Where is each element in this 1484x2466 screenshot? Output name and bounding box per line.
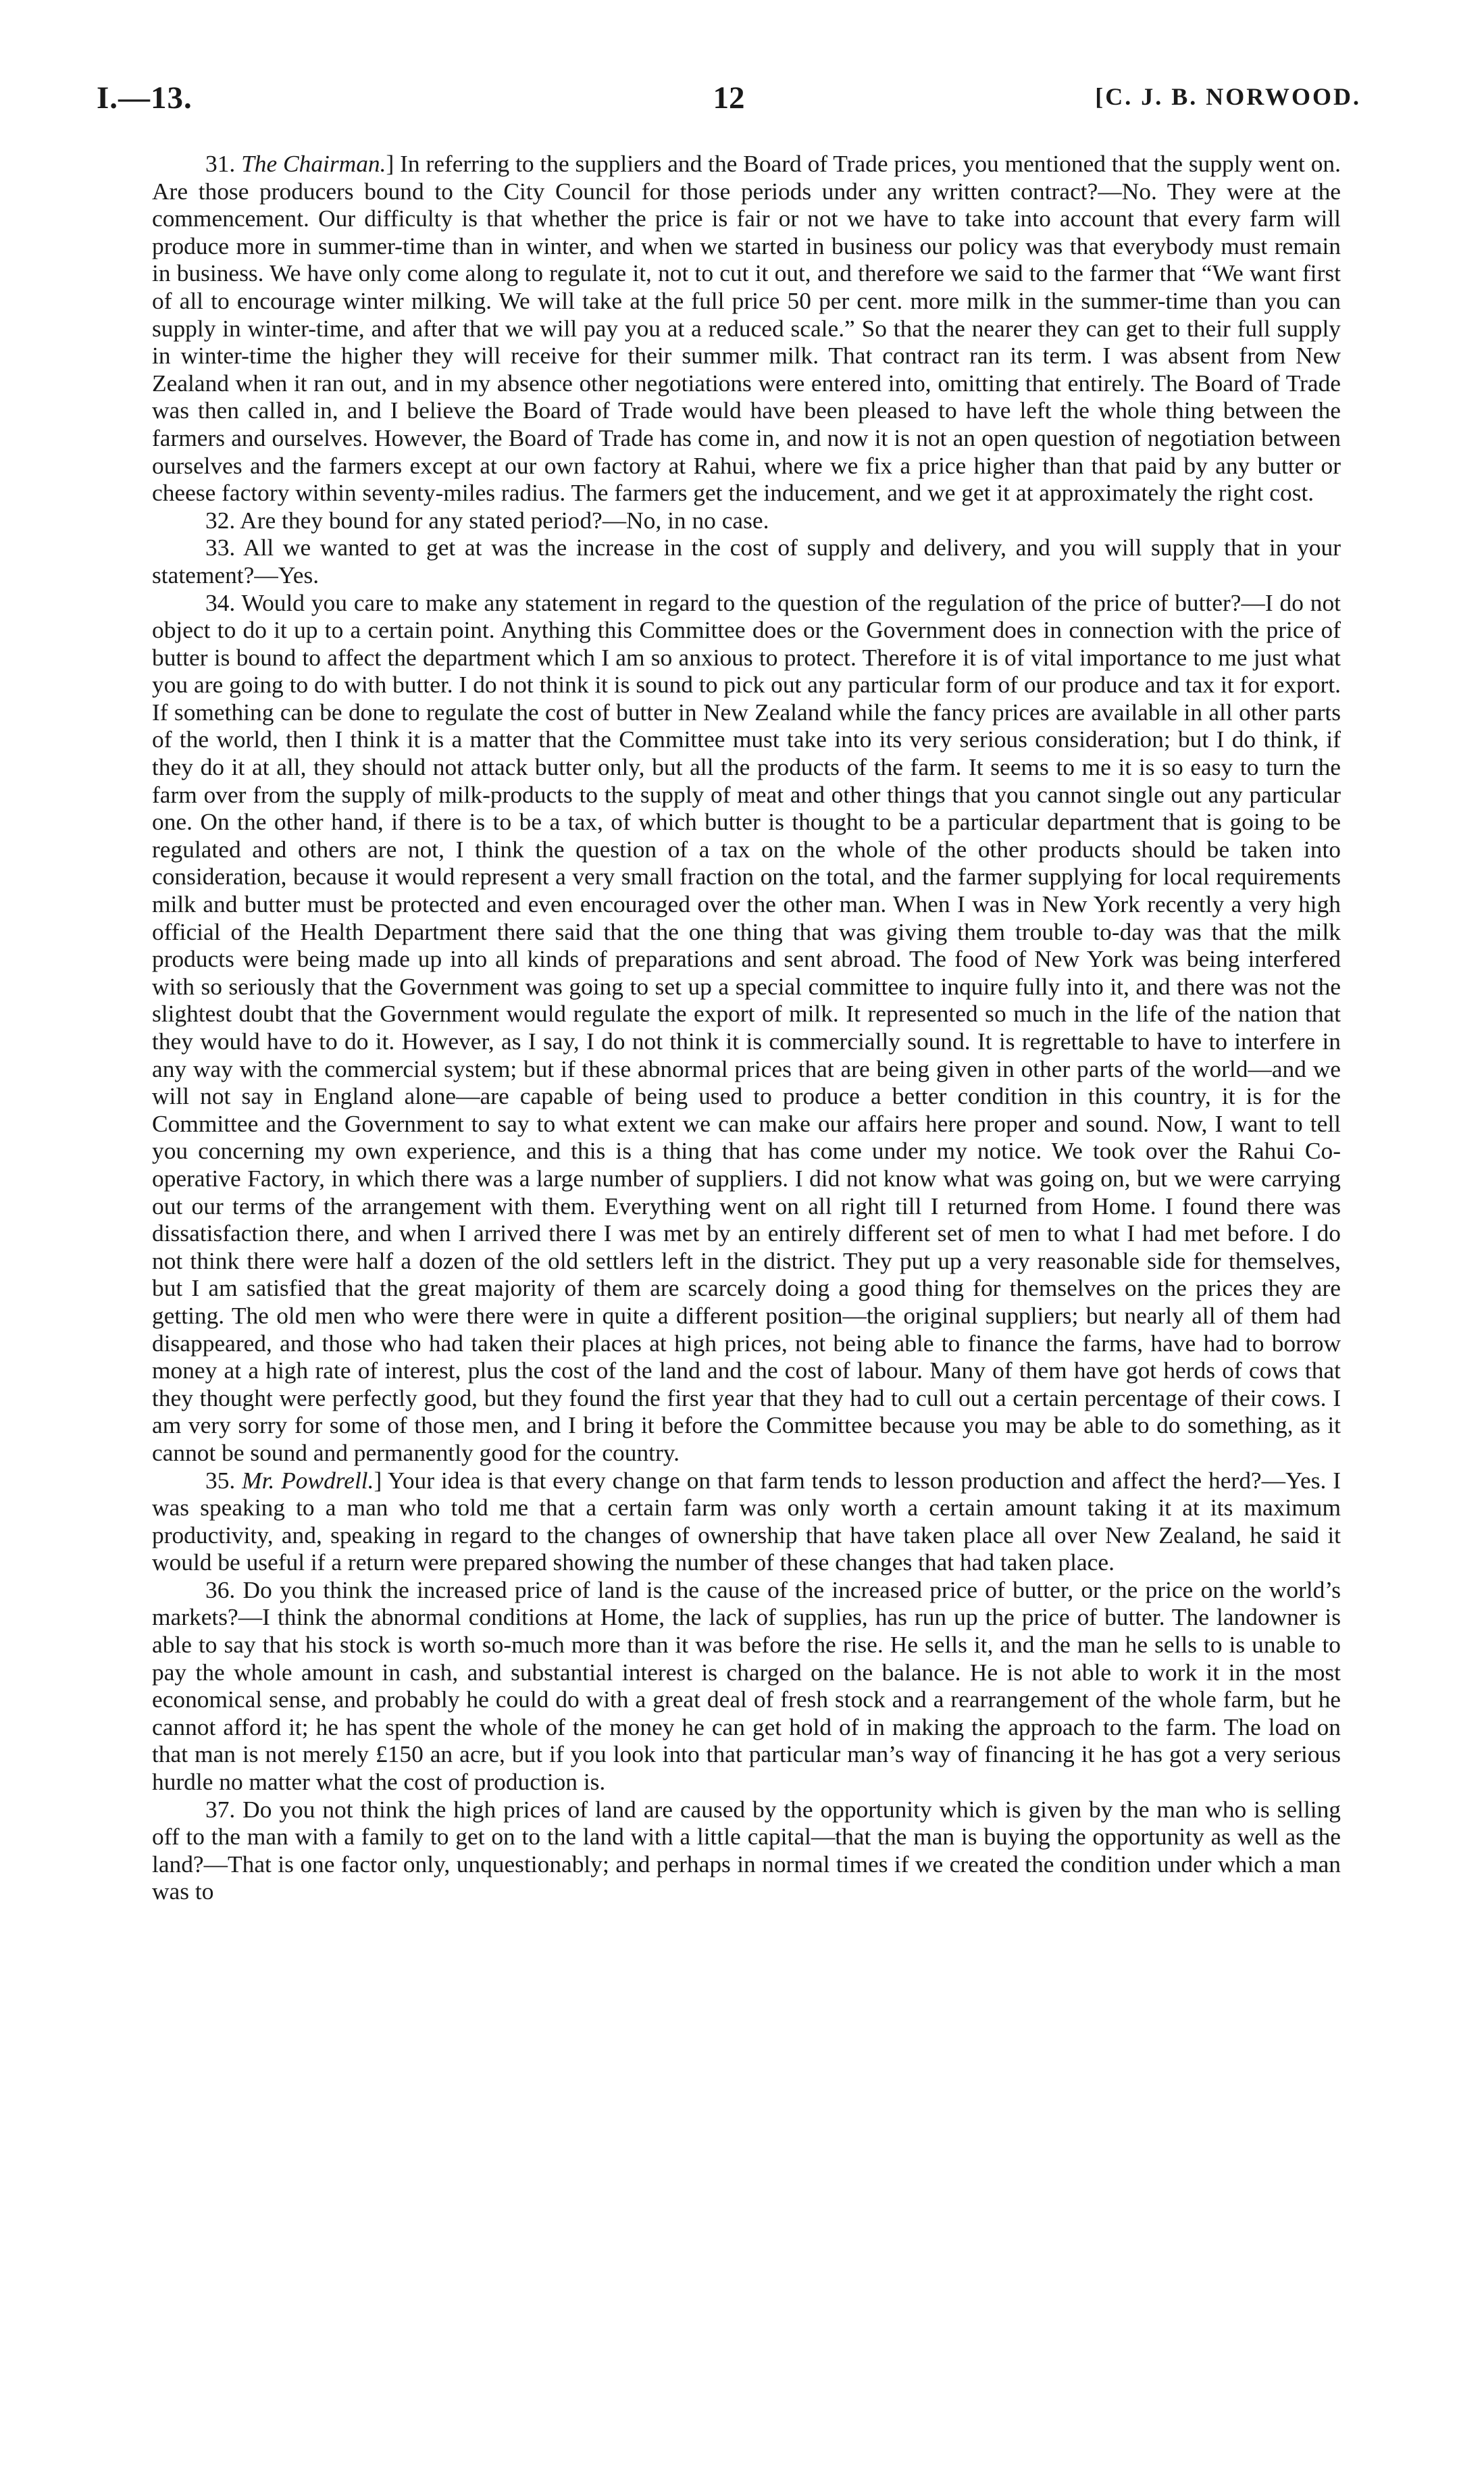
paragraph-34 — [152, 589, 1341, 1467]
witness-name: [C. J. B. NORWOOD. — [1095, 83, 1361, 110]
paragraph-32 — [152, 507, 1341, 534]
paragraph-number: 36. — [205, 1576, 236, 1603]
paragraph-35 — [152, 1467, 1341, 1576]
paragraph-33 — [152, 534, 1341, 588]
paragraph-number: 31. — [205, 150, 236, 177]
paragraph-number: 33. — [205, 534, 236, 561]
paragraph-37 — [152, 1796, 1341, 1905]
paragraph-number: 34. — [205, 588, 236, 616]
paragraph-number: 37. — [205, 1795, 236, 1823]
paragraph-text: Do you think the increased price of land is the cause of the increased price of butter, or the price on the world’s markets?—I think the abnormal conditions at Home, the lack of supplies, has run up the price of butter. The landowner is able to say that his stock is worth so-much more than it was before the rise. He sells it, and the man he sells to is unable to pay the whole amount in cash, and substantial interest is charged on the balance. He is not able to work it in the most economical sense, and probably he could do with a great deal of fresh stock and a rearrangement of the whole farm, but he cannot afford it; he has spent the whole of the money he can get hold of in making the approach to the farm. The load on that man is not merely £150 an acre, but if you look into that particular man’s way of financing it he has got a very serious hurdle no matter what the cost of production is. — [152, 1576, 1341, 1796]
paragraph-text: Are they bound for any stated period?—No, in no case. — [240, 506, 769, 534]
paragraph-text: All we wanted to get at was the increase in the cost of supply and delivery, and you will supply that in your statement?—Yes. — [152, 534, 1341, 588]
paragraph-text: Would you care to make any statement in regard to the question of the regulation of the price of butter?—I do not object to do it up to a certain point. Anything this Committee does or the Government does in connection with the price of butter is bound to affect the department which I am so anxious to protect. Therefore it is of vital importance to me just what you are going to do with butter. I do not think it is sound to pick out any particular form of our produce and tax it for export. If something can be done to regulate the cost of butter in New Zealand while the fancy prices are available in all other parts of the world, then I think it is a matter that the Committee must take into its very serious consideration; but I do think, if they do it at all, they should not attack butter only, but all the products of the farm. It seems to me it is so easy to turn the farm over from the supply of milk-products to the supply of meat and other things that you cannot single out any particular one. On the other hand, if there is to be a tax, of which butter is thought to be a particular department that is going to be regulated and others are not, I think the question of a tax on the whole of the other products should be taken into consideration, because it would represent a very small fraction on the total, and the farmer supplying for local requirements milk and butter must be protected and even encouraged over the other man. When I was in New York recently a very high official of the Health Department there said that the one thing that was giving them trouble to-day was that the milk products were being made up into all kinds of preparations and sent abroad. The food of New York was being interfered with so seriously that the Government was going to set up a special committee to inquire fully into it, and there was not the slightest doubt that the Government would regulate the export of milk. It represented so much in the life of the nation that they would have to do it. However, as I say, I do not think it is commercially sound. It is regrettable to have to interfere in any way with the commercial system; but if these abnormal prices that are being given in other parts of the world—and we will not say in England alone—are capable of being used to produce a better condition in this country, it is for the Committee and the Government to say to what extent we can make our affairs here proper and sound. Now, I want to tell you concerning my own experience, and this is a thing that has come under my notice. We took over the Rahui Co-operative Factory, in which there was a large number of suppliers. I did not know what was going on, but we were carrying out our terms of the arrangement with them. Everything went on all right till I returned from Home. I found there was dissatisfaction there, and when I arrived there I was met by an entirely different set of men to what I had met before. I do not think there were half a dozen of the old settlers left in the district. They put up a very reasonable side for themselves, but I am satisfied that the great majority of them are scarcely doing a good thing for themselves on the prices they are getting. The old men who were there were in quite a different position—the original suppliers; but nearly all of them had disappeared, and those who had taken their places at high prices, not being able to finance the farms, have had to borrow money at a high rate of interest, plus the cost of the land and the cost of labour. Many of them have got herds of cows that they thought were perfectly good, but they found the first year that they had to cull out a certain percentage of their cows. I am very sorry for some of those men, and I bring it before the Committee because you may be able to do something, as it cannot be sound and permanently good for the country. — [152, 588, 1341, 1466]
body-text — [152, 150, 1341, 1905]
speaker-name: The Chairman. — [241, 150, 386, 177]
paragraph-number: 32. — [205, 506, 236, 534]
paragraph-text: ] In referring to the suppliers and the Board of Trade prices, you mentioned that the supply went on. Are those producers bound to the City Council for those periods under any written contract?—No. They were at the commencement. Our difficulty is that whether the price is fair or not we have to take into account that every farm will produce more in summer-time than in winter, and when we started in business our policy was that everybody must remain in business. We have only come along to regulate it, not to cut it out, and therefore we said to the farmer that “We want first of all to encourage winter milking. We will take at the full price 50 per cent. more milk in the summer-time than you can supply in winter-time, and after that we will pay you at a reduced scale.” So that the nearer they can get to their full supply in winter-time the higher they will receive for their summer milk. That contract ran its term. I was absent from New Zealand when it ran out, and in my absence other negotiations were entered into, omitting that entirely. The Board of Trade was then called in, and I believe the Board of Trade would have been pleased to have left the whole thing between the farmers and ourselves. However, the Board of Trade has come in, and now it is not an open question of negotiation between ourselves and the farmers except at our own factory at Rahui, where we fix a price higher than that paid by any butter or cheese factory within seventy-miles radius. The farmers get the inducement, and we get it at approximately the right cost. — [152, 150, 1341, 507]
page-number: 12 — [713, 80, 745, 116]
paragraph-number: 35. — [205, 1466, 236, 1494]
paper-reference: I.—13. — [97, 80, 193, 116]
paragraph-31 — [152, 150, 1341, 507]
speaker-name: Mr. Powdrell. — [242, 1466, 374, 1494]
page-header — [97, 80, 1361, 120]
paragraph-text: ] Your idea is that every change on that farm tends to lesson production and affect the herd?—Yes. I was speaking to a man who told me that a certain farm was only worth a certain amount taking it at its maximum productivity, and, speaking in regard to the changes of ownership that have taken place all over New Zealand, he said it would be useful if a return were prepared showing the number of these changes that had taken place. — [152, 1466, 1341, 1576]
paragraph-36 — [152, 1576, 1341, 1796]
paragraph-text: Do you not think the high prices of land are caused by the opportunity which is given by the man who is selling off to the man with a family to get on to the land with a little capital—that the man is buying the opportunity as well as the land?—That is one factor only, unquestionably; and perhaps in normal times if we created the condition under which a man was to — [152, 1795, 1341, 1905]
